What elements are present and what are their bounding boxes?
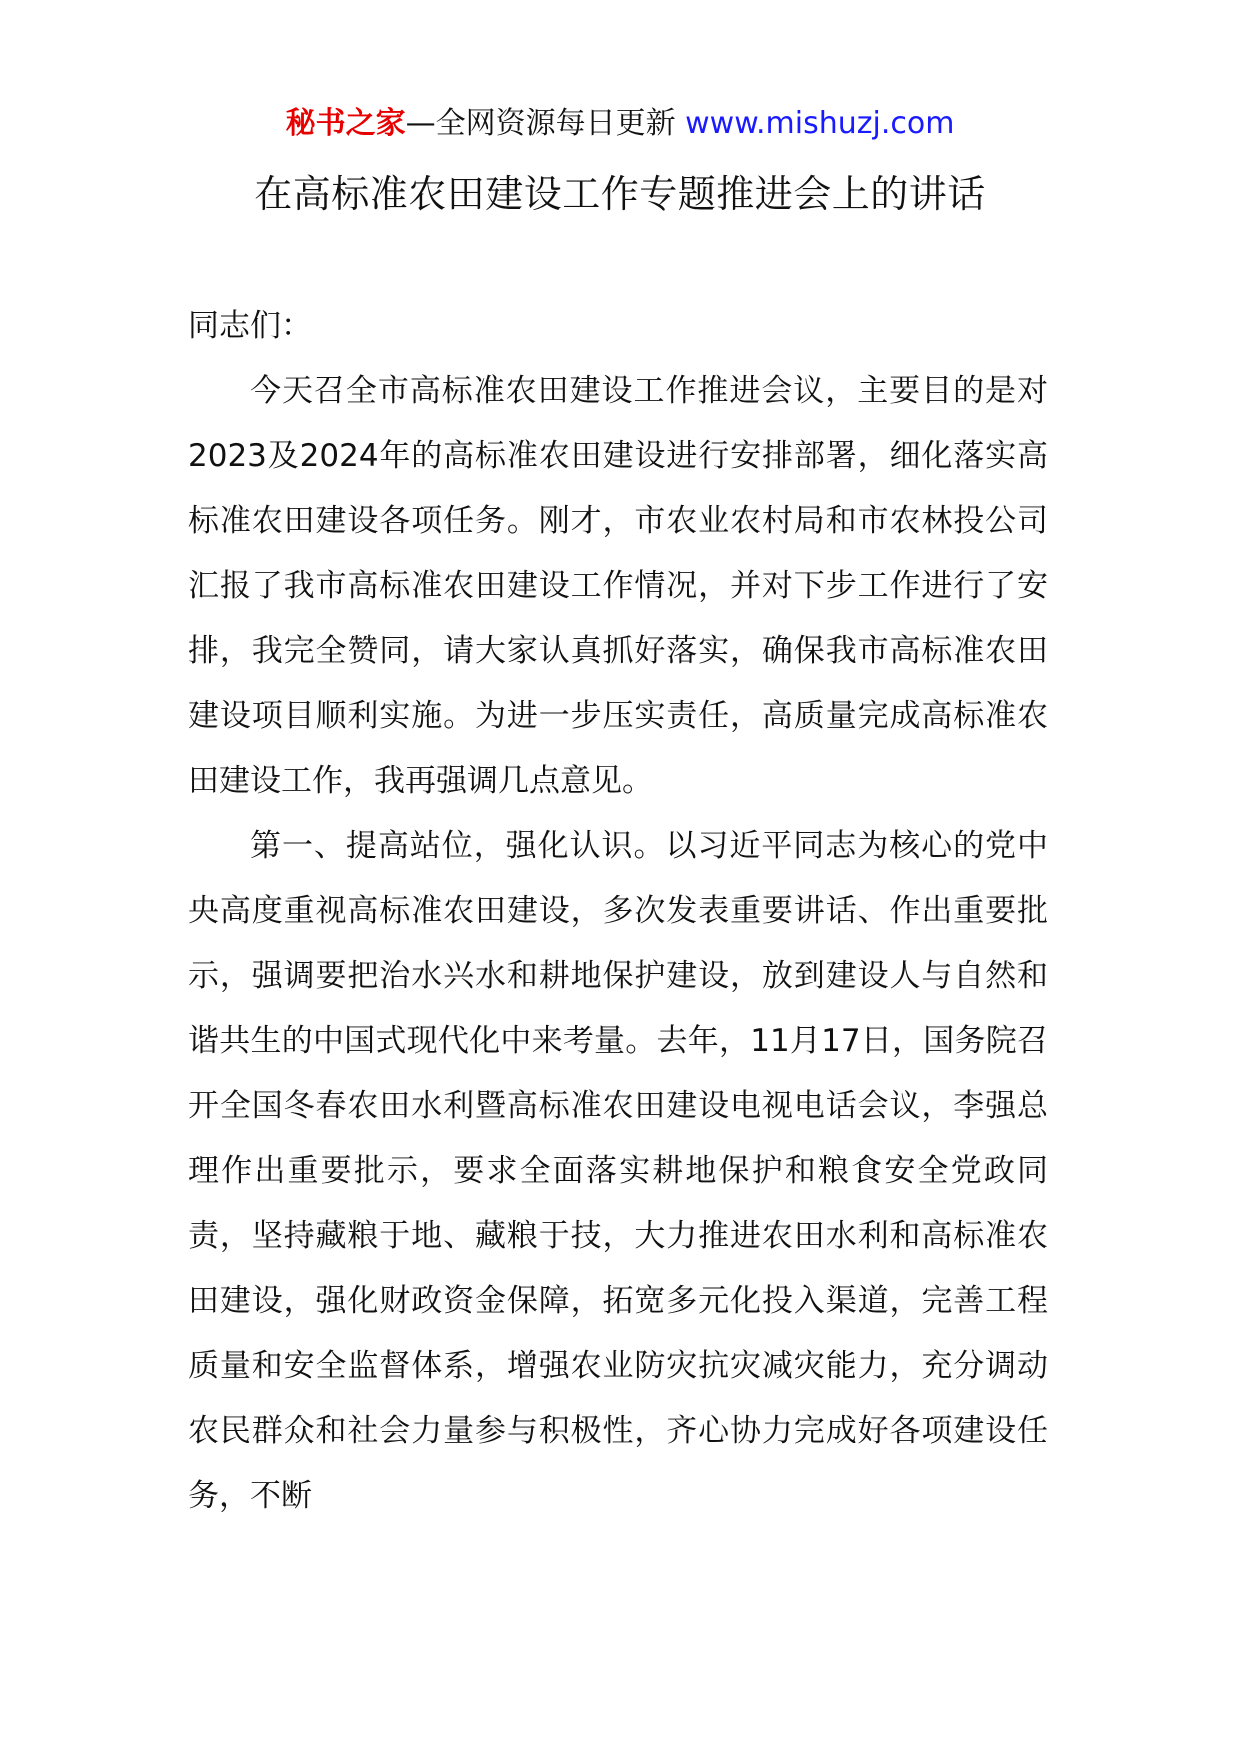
- site-banner: [0, 102, 1240, 146]
- paragraph-first-point: 第一、提高站位，强化认识。以习近平同志为核心的党中央高度重视高标准农田建设，多次发表重要讲话、作出重要批示，强调要把治水兴水和耕地保护建设，放到建设人与自然和谐共生的中国式现代化中来考量。去年，11月17日，国务院召开全国冬春农田水利暨高标准农田建设电视电话会议，李强总理作出重要批示，要求全面落实耕地保护和粮食安全党政同责，坚持藏粮于地、藏粮于技，大力推进农田水利和高标准农田建设，强化财政资金保障，拓宽多元化投入渠道，完善工程质量和安全监督体系，增强农业防灾抗灾减灾能力，充分调动农民群众和社会力量参与积极性，齐心协力完成好各项建设任务，不断: [188, 828, 1048, 1514]
- banner-brand: 秘书之家: [285, 106, 406, 141]
- document-body: [188, 294, 1048, 1529]
- banner-slogan: —全网资源每日更新: [405, 106, 686, 141]
- document-title: 在高标准农田建设工作专题推进会上的讲话: [254, 172, 986, 216]
- banner-url-link[interactable]: www.mishuzj.com: [685, 106, 955, 141]
- salutation: 同志们：: [188, 308, 312, 344]
- paragraph-intro: 今天召全市高标准农田建设工作推进会议，主要目的是对2023及2024年的高标准农田建设进行安排部署，细化落实高标准农田建设各项任务。刚才，市农业农村局和市农林投公司汇报了我市高标准农田建设工作情况，并对下步工作进行了安排，我完全赞同，请大家认真抓好落实，确保我市高标准农田建设项目顺利实施。为进一步压实责任，高质量完成高标准农田建设工作，我再强调几点意见。: [188, 373, 1048, 799]
